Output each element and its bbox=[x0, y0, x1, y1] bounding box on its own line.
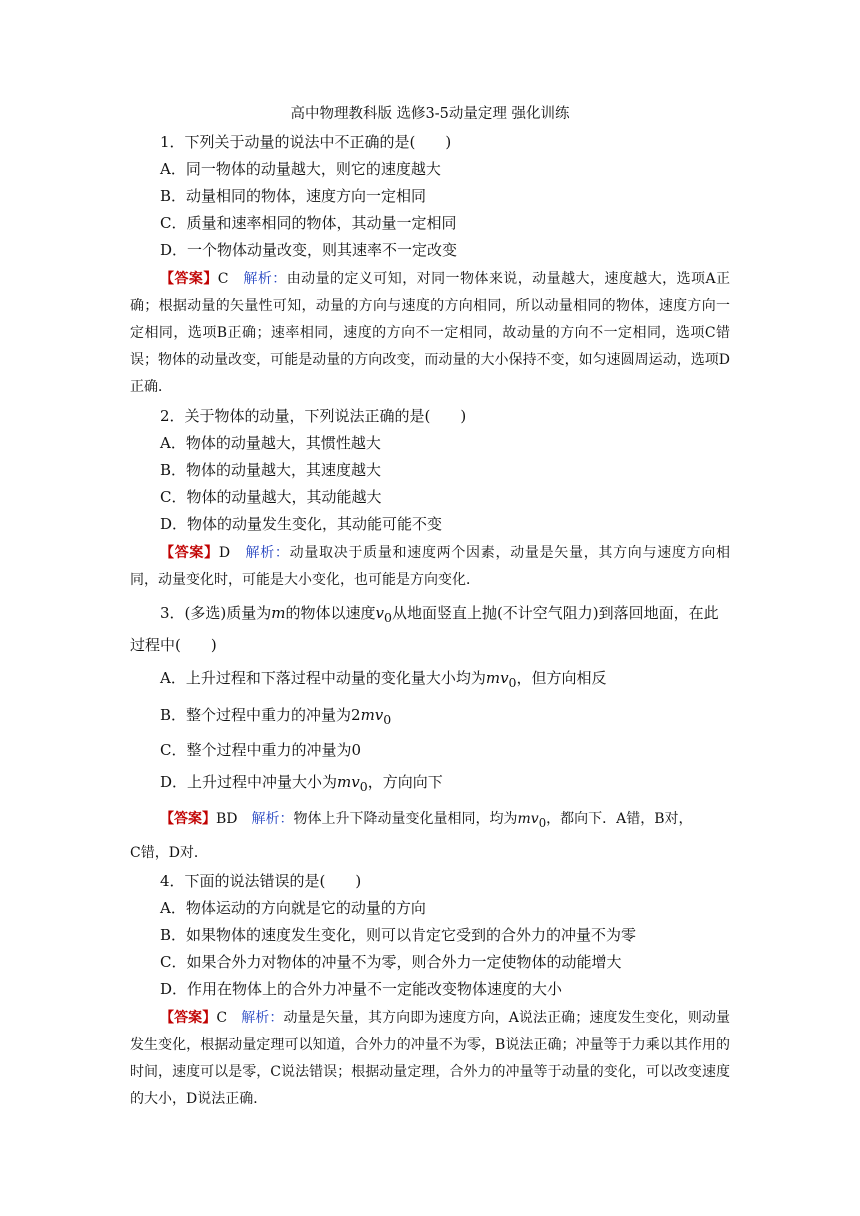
question-3-answer: 【答案】BD 解析：物体上升下降动量变化量相同，均为$mv_0$，都向下．A错，B对， bbox=[160, 811, 693, 830]
answer-letter: C bbox=[217, 271, 229, 287]
answer-tag: 【答案】 bbox=[160, 811, 216, 827]
answer-tag: 【答案】 bbox=[160, 545, 219, 561]
question-4-stem: 4．下面的说法错误的是( ) bbox=[160, 872, 362, 890]
question-3-stem-continued: 过程中( ) bbox=[130, 636, 217, 654]
question-2-option-c: C．物体的动量越大，其动能越大 bbox=[160, 488, 382, 506]
question-1-option-c: C．质量和速率相同的物体，其动量一定相同 bbox=[160, 214, 457, 232]
answer-letter: BD bbox=[216, 811, 238, 827]
answer-tag: 【答案】 bbox=[160, 271, 218, 287]
question-4-option-a: A．物体运动的方向就是它的动量的方向 bbox=[160, 899, 426, 917]
question-2-answer bbox=[130, 540, 730, 594]
analysis-label: 解析： bbox=[251, 811, 294, 827]
answer-tag: 【答案】 bbox=[160, 1010, 217, 1026]
answer-letter: C bbox=[216, 1010, 228, 1026]
question-4-option-b: B．如果物体的速度发生变化，则可以肯定它受到的合外力的冲量不为零 bbox=[160, 926, 637, 944]
question-4-option-c: C．如果合外力对物体的冲量不为零，则合外力一定使物体的动能增大 bbox=[160, 953, 622, 971]
analysis-text: 由动量的定义可知，对同一物体来说，动量越大，速度越大，选项A正确；根据动量的矢量性可知，动量的方向与速度的方向相同，所以动量相同的物体，速度方向一定相同，选项B正确；速率相同，速度的方向不一定相同，故动量的方向不一定相同，选项C错误；物体的动量改变，可能是动量的方向改变，而动量的大小保持不变，如匀速圆周运动，选项D正确． bbox=[130, 271, 731, 395]
question-3-answer-continued: C错，D对． bbox=[130, 845, 208, 861]
question-1-option-d: D．一个物体动量改变，则其速率不一定改变 bbox=[160, 241, 458, 259]
question-2-option-a: A．物体的动量越大，其惯性越大 bbox=[160, 434, 381, 452]
page-title: 高中物理教科版 选修3-5动量定理 强化训练 bbox=[290, 106, 570, 122]
analysis-label: 解析： bbox=[245, 545, 290, 561]
question-3-option-c: C．整个过程中重力的冲量为0 bbox=[160, 741, 362, 759]
question-1-stem: 1．下列关于动量的说法中不正确的是( ) bbox=[160, 133, 452, 151]
analysis-label: 解析： bbox=[241, 1010, 284, 1026]
question-1-option-a: A．同一物体的动量越大，则它的速度越大 bbox=[160, 160, 441, 178]
question-2-stem: 2．关于物体的动量，下列说法正确的是( ) bbox=[160, 407, 467, 425]
question-2-option-d: D．物体的动量发生变化，其动能可能不变 bbox=[160, 515, 443, 533]
question-3-option-b: B．整个过程中重力的冲量为$2mv_0$ bbox=[160, 706, 392, 727]
analysis-text: 动量取决于质量和速度两个因素，动量是矢量，其方向与速度方向相同，动量变化时，可能是大小变化，也可能是方向变化． bbox=[130, 545, 731, 588]
question-4-option-d: D．作用在物体上的合外力冲量不一定能改变物体速度的大小 bbox=[160, 980, 563, 998]
question-3-option-a: A．上升过程和下落过程中动量的变化量大小均为$mv_0$，但方向相反 bbox=[160, 669, 607, 690]
question-3-stem: 3．(多选)质量为m的物体以速度$v_0$从地面竖直上抛(不计空气阻力)到落回地面，在此 bbox=[160, 604, 719, 625]
question-1-option-b: B．动量相同的物体，速度方向一定相同 bbox=[160, 187, 427, 205]
question-3-option-d: D．上升过程中冲量大小为$mv_0$，方向向下 bbox=[160, 773, 443, 794]
analysis-text: 动量是矢量，其方向即为速度方向，A说法正确；速度发生变化，则动量发生变化，根据动量定理可以知道，合外力的冲量不为零，B说法正确；冲量等于力乘以其作用的时间，速度可以是零，C说法错误；根据动量定理，合外力的冲量等于动量的变化，可以改变速度的大小，D说法正确． bbox=[130, 1010, 731, 1107]
question-4-answer bbox=[130, 1005, 730, 1113]
answer-letter: D bbox=[218, 545, 231, 561]
analysis-label: 解析： bbox=[243, 271, 287, 287]
question-1-answer bbox=[130, 266, 730, 401]
question-2-option-b: B．物体的动量越大，其速度越大 bbox=[160, 461, 382, 479]
